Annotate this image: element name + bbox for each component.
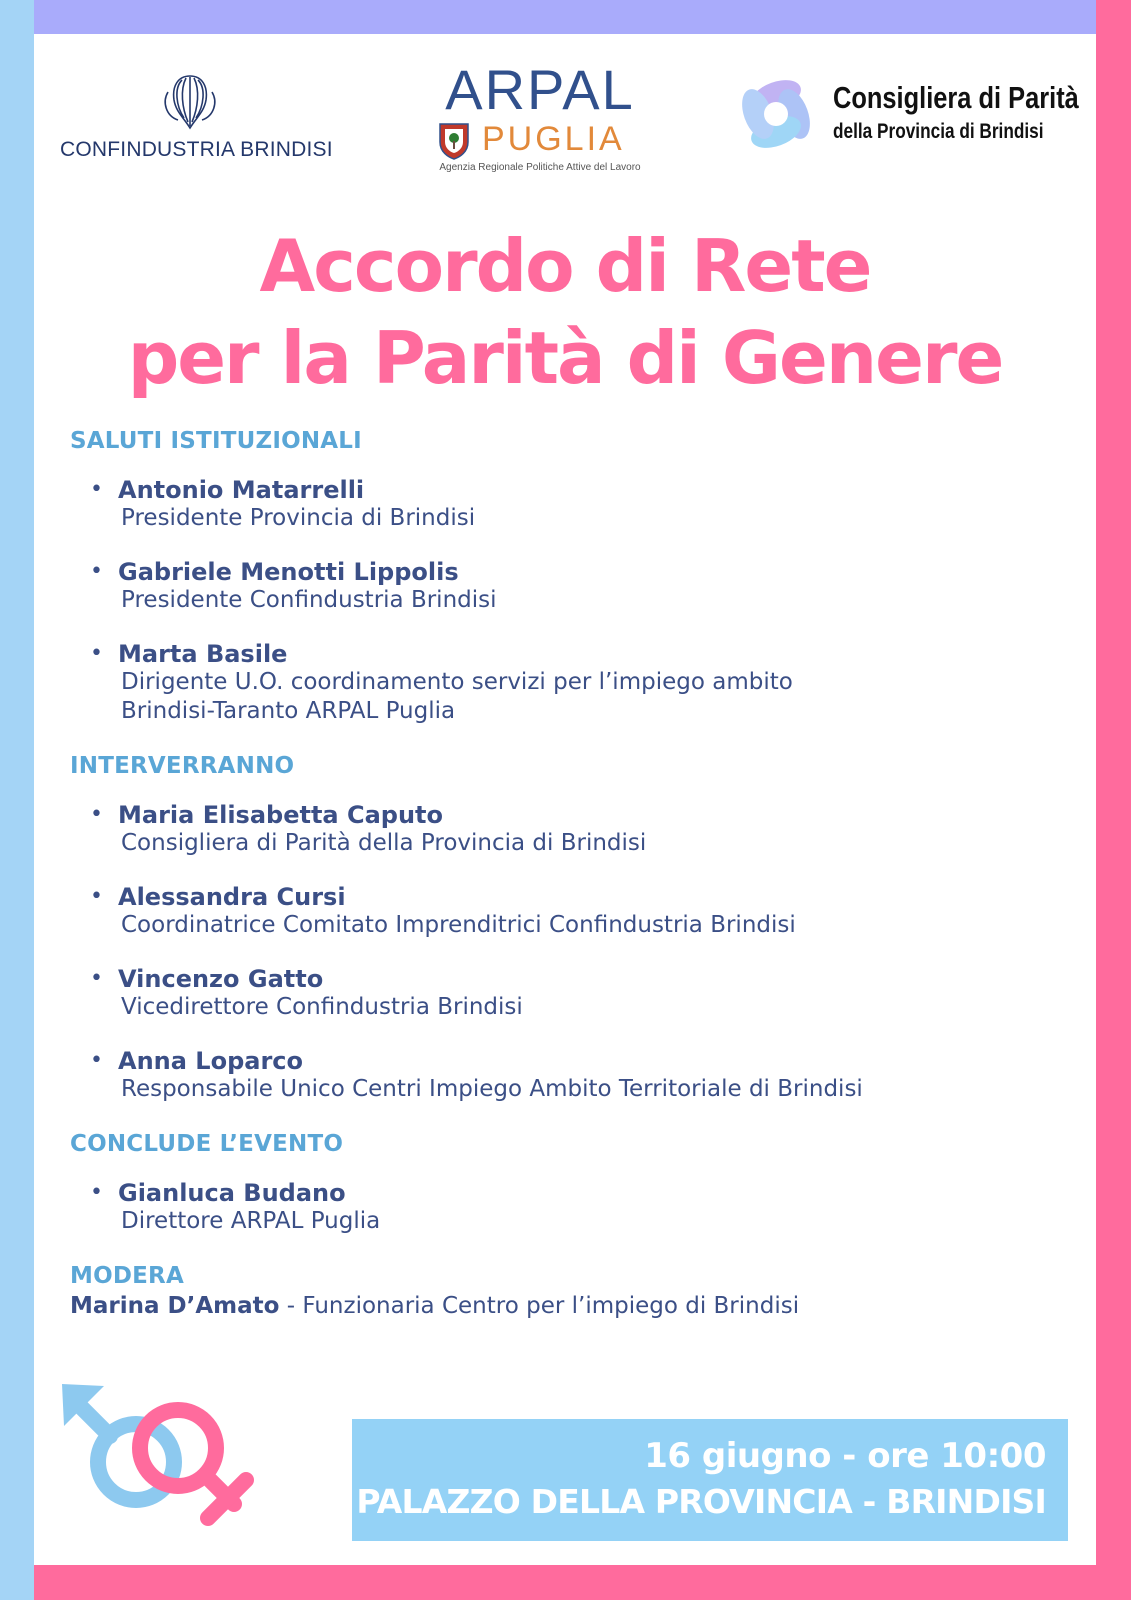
speaker-name: • Antonio Matarrelli bbox=[118, 476, 365, 504]
event-date-time: 16 giugno - ore 10:00 bbox=[644, 1436, 1046, 1476]
arpal-tagline: Agenzia Regionale Politiche Attive del Lavoro bbox=[439, 162, 641, 173]
section-heading-modera: MODERA bbox=[70, 1263, 184, 1289]
confindustria-logo bbox=[60, 72, 333, 164]
consigliera-logo bbox=[728, 66, 1079, 162]
speaker-role: Vicedirettore Confindustria Brindisi bbox=[121, 994, 523, 1020]
frame-left-bar bbox=[0, 0, 34, 1600]
speaker-role: Dirigente U.O. coordinamento servizi per l’impiego ambito Brindisi-Taranto ARPAL Puglia bbox=[121, 669, 793, 724]
speaker-name: • Gabriele Menotti Lippolis bbox=[118, 558, 459, 586]
speaker-role: Direttore ARPAL Puglia bbox=[121, 1208, 381, 1234]
speaker-role: Presidente Provincia di Brindisi bbox=[121, 505, 476, 531]
event-venue: PALAZZO DELLA PROVINCIA - BRINDISI bbox=[356, 1482, 1046, 1521]
speaker-list-saluti bbox=[70, 476, 1070, 726]
section-heading-interverranno: INTERVERRANNO bbox=[70, 753, 295, 779]
speaker-role: Consigliera di Parità della Provincia di Brindisi bbox=[121, 830, 647, 856]
speaker-item bbox=[90, 558, 1070, 615]
consigliera-subtitle: della Provincia di Brindisi bbox=[833, 120, 1044, 143]
speaker-role: Presidente Confindustria Brindisi bbox=[121, 587, 497, 613]
speaker-item bbox=[90, 640, 1070, 726]
title-line-1: Accordo di Rete bbox=[259, 224, 871, 308]
event-info-box bbox=[352, 1419, 1068, 1541]
frame-bottom-bar bbox=[34, 1565, 1096, 1600]
speaker-role: Responsabile Unico Centri Impiego Ambito Territoriale di Brindisi bbox=[121, 1076, 863, 1102]
confindustria-mark-icon bbox=[158, 72, 222, 132]
frame-top-bar bbox=[34, 0, 1096, 34]
puglia-crest-icon bbox=[436, 120, 472, 160]
section-heading-conclude: CONCLUDE L’EVENTO bbox=[70, 1131, 344, 1157]
section-heading-saluti: SALUTI ISTITUZIONALI bbox=[70, 428, 362, 454]
male-female-symbols-icon bbox=[58, 1380, 258, 1540]
speaker-list-interverranno bbox=[70, 801, 1070, 1104]
speaker-role: Coordinatrice Comitato Imprenditrici Confindustria Brindisi bbox=[121, 912, 796, 938]
title-line-2: per la Parità di Genere bbox=[127, 316, 1003, 400]
speaker-item bbox=[90, 965, 1070, 1022]
hands-circle-icon bbox=[728, 66, 824, 162]
speaker-name: • Anna Loparco bbox=[118, 1047, 304, 1075]
speaker-item bbox=[90, 1179, 1070, 1236]
speaker-item bbox=[90, 1047, 1070, 1104]
arpal-logo bbox=[420, 58, 660, 182]
speaker-name: • Maria Elisabetta Caputo bbox=[118, 801, 444, 829]
confindustria-name: CONFINDUSTRIA BRINDISI bbox=[60, 138, 333, 161]
speaker-name: • Gianluca Budano bbox=[118, 1179, 346, 1207]
page-title bbox=[34, 220, 1096, 404]
speaker-list-conclude bbox=[70, 1179, 1070, 1236]
frame-right-bar bbox=[1096, 0, 1131, 1600]
speaker-item bbox=[90, 801, 1070, 858]
moderator-name: Marina D’Amato bbox=[70, 1293, 280, 1319]
speaker-name: • Alessandra Cursi bbox=[118, 883, 346, 911]
puglia-word: PUGLIA bbox=[482, 120, 625, 158]
moderator-line bbox=[70, 1291, 1070, 1321]
program bbox=[70, 426, 1070, 1321]
speaker-item bbox=[90, 883, 1070, 940]
consigliera-title: Consigliera di Parità bbox=[833, 80, 1079, 115]
speaker-item bbox=[90, 476, 1070, 533]
speaker-name: • Marta Basile bbox=[118, 640, 288, 668]
moderator-role: - Funzionaria Centro per l’impiego di Brindisi bbox=[279, 1293, 800, 1319]
speaker-name: • Vincenzo Gatto bbox=[118, 965, 324, 993]
arpal-word: ARPAL bbox=[445, 58, 635, 121]
